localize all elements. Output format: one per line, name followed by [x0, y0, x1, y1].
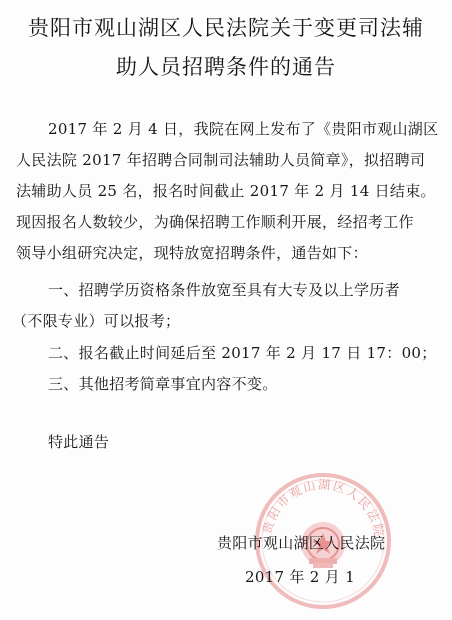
body-line-5: 领导小组研究决定，现特放宽招聘条件，通告如下： — [16, 244, 368, 262]
item-line-1: 一、招聘学历资格条件放宽至具有大专及以上学历者 — [48, 281, 400, 299]
notice-date: 2017 年 2 月 1 — [245, 568, 355, 586]
item-line-4: 三、其他招考简章事宜内容不变。 — [48, 375, 278, 393]
body-line-1: 2017 年 2 月 4 日，我院在网上发布了《贵阳市观山湖区 — [48, 120, 439, 138]
signature-court-name: 贵阳市观山湖区人民法院 — [217, 534, 386, 552]
item-line-3: 二、报名截止时间延后至 2017 年 2 月 17 日 17：00； — [48, 344, 437, 362]
notice-title-line-1: 贵阳市观山湖区人民法院关于变更司法辅 — [28, 16, 424, 40]
closing-text: 特此通告 — [48, 433, 110, 451]
notice-title-line-2: 助人员招聘条件的通告 — [116, 55, 336, 79]
body-line-4: 现因报名人数较少，为确保招聘工作顺利开展，经招考工作 — [16, 213, 414, 231]
body-line-2: 人民法院 2017 年招聘合同制司法辅助人员简章》，拟招聘司 — [16, 151, 426, 169]
body-line-3: 法辅助人员 25 名，报名时间截止 2017 年 2 月 14 日结束。 — [16, 182, 436, 200]
svg-text:贵阳市观山湖区人民法院: 贵阳市观山湖区人民法院 — [260, 477, 387, 540]
item-line-2: （不限专业）可以报考； — [12, 312, 181, 330]
